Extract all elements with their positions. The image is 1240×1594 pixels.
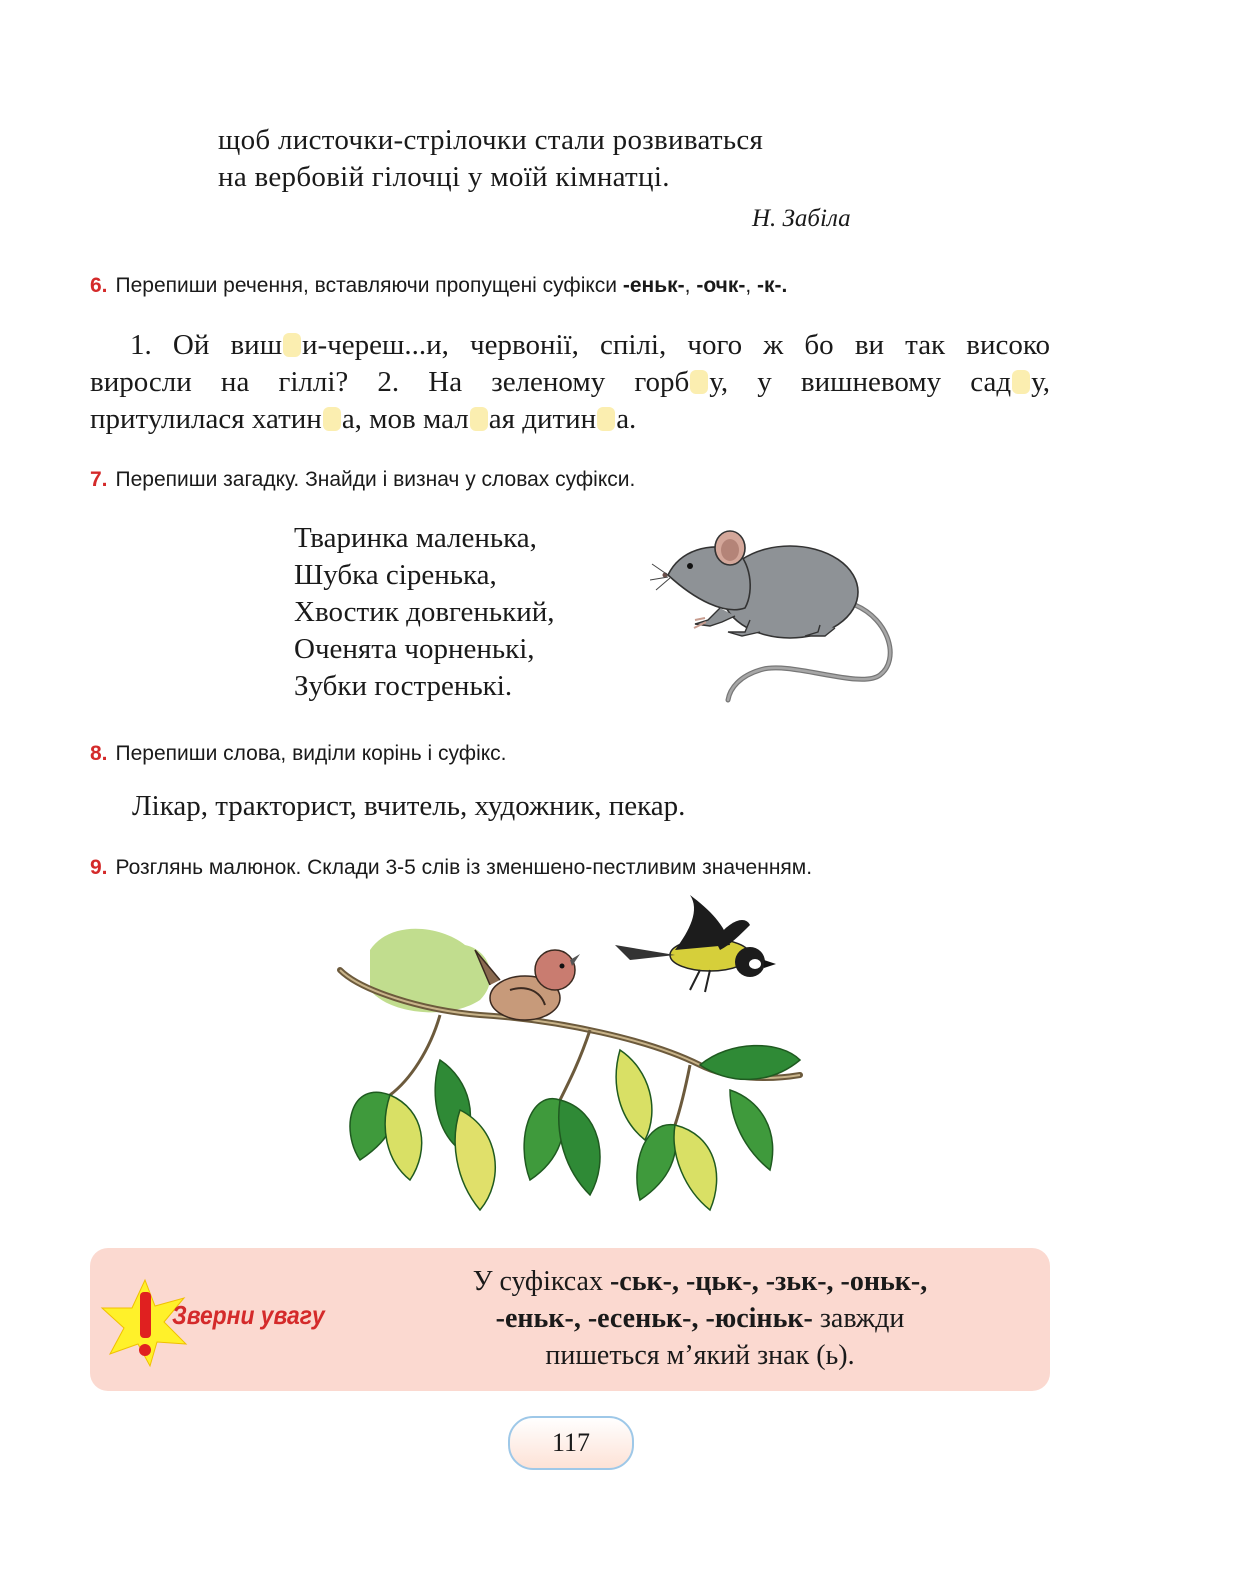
riddle [294,520,555,705]
mouse-illustration [650,520,900,710]
blank-gap [323,407,341,431]
sentence-line: 1. Ой виш и-череш...и, червонії, спілі, чого ж бо ви так високо [130,329,1050,361]
attention-label: Зверни увагу [172,1300,325,1330]
task-number: 7. [90,468,108,491]
attention-rule: У суфіксах -ськ-, -цьк-, -зьк-, -оньк-, -еньк-, -есеньк-, -юсіньк- завжди пишеться м’який знак (ь). [472,1266,928,1371]
task-number: 8. [90,742,108,765]
sparrow [475,950,580,1020]
task-6-instruction: 6. Перепиши речення, вставляючи пропущені суфікси -еньк-, -очк-, -к-. [90,274,788,297]
task-8-words: Лікар, тракторист, вчитель, художник, пекар. [132,790,686,822]
task-6-sentences [90,327,1050,438]
poem-author: Н. Забіла [752,205,851,232]
birds-on-branch-illustration [330,890,810,1230]
blank-gap [470,407,488,431]
riddle-line: Шубка сіренька, [294,559,497,591]
page-number: 117 [508,1416,634,1470]
riddle-line: Тваринка маленька, [294,522,537,554]
task-number: 6. [90,274,108,297]
poem-line-2: на вербовій гілочці у моїй кімнатці. [218,161,670,193]
poem-line-1: щоб листочки-стрілочки стали розвиваться [218,124,764,156]
sentence-line: виросли на гіллі? 2. На зеленому горб у, у вишневому сад у, [90,366,1050,398]
task-7-instruction: 7. Перепиши загадку. Знайди і визнач у словах суфікси. [90,468,636,491]
titmouse [615,895,776,992]
blank-gap [690,370,708,394]
task-8-instruction: 8. Перепиши слова, виділи корінь і суфікс. [90,742,507,765]
riddle-line: Зубки гостренькі. [294,670,513,702]
task-number: 9. [90,856,108,879]
task-9-instruction: 9. Розглянь малюнок. Склади 3-5 слів із зменшено-пестливим значенням. [90,856,813,879]
riddle-line: Оченята чорненькі, [294,633,535,665]
blank-gap [283,333,301,357]
sentence-line: притулилася хатин а, мов мал ая дитин а. [90,403,637,435]
blank-gap [1012,370,1030,394]
blank-gap [597,407,615,431]
riddle-line: Хвостик довгенький, [294,596,555,628]
